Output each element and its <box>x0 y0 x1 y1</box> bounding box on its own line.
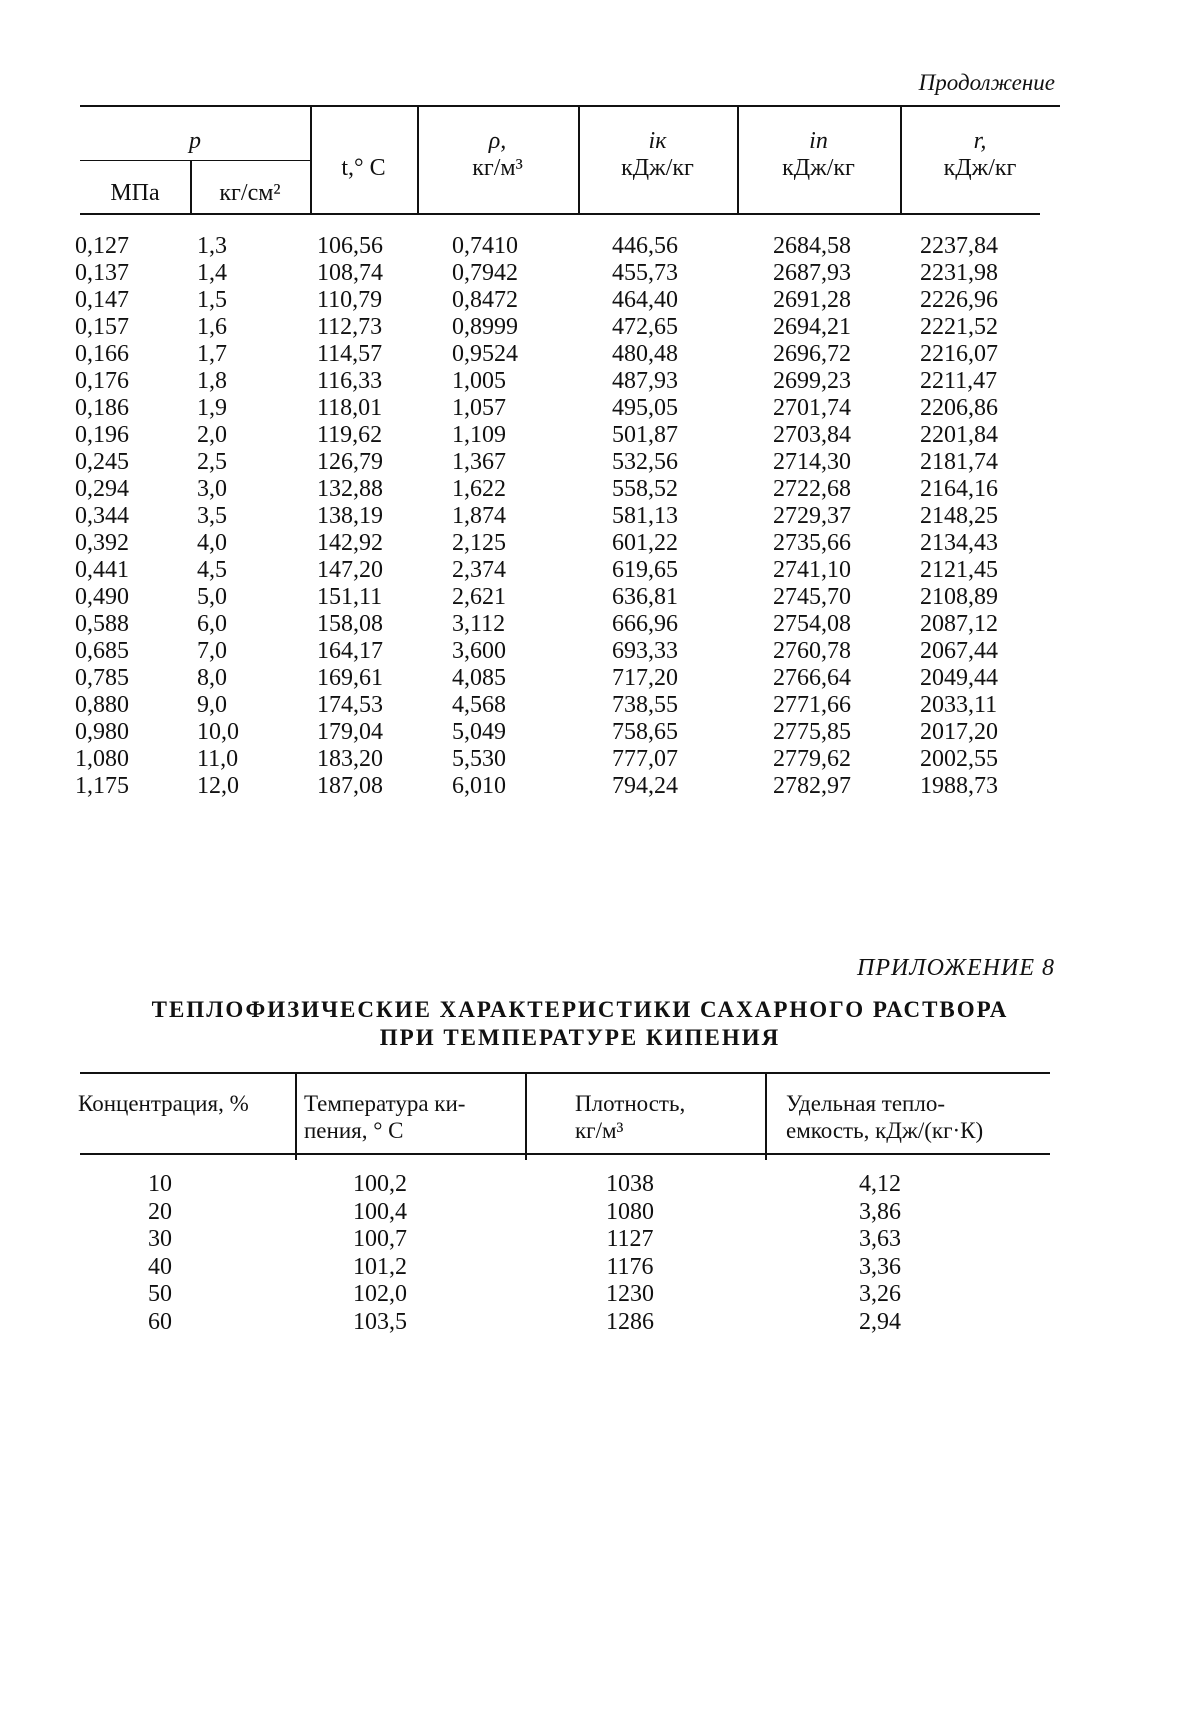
table-cell: 0,8472 <box>452 287 518 314</box>
table-cell: 1,109 <box>452 422 518 449</box>
table-cell: 2701,74 <box>773 395 851 422</box>
table-cell: 116,33 <box>317 368 383 395</box>
table-cell: 455,73 <box>612 260 678 287</box>
table-cell: 138,19 <box>317 503 383 530</box>
table-cell: 4,12 <box>830 1171 930 1199</box>
table-cell: 777,07 <box>612 746 678 773</box>
table-cell: 112,73 <box>317 314 383 341</box>
table-cell: 8,0 <box>197 665 239 692</box>
table-cell: 187,08 <box>317 773 383 800</box>
table-cell: 2049,44 <box>920 665 998 692</box>
table-cell: 2,374 <box>452 557 518 584</box>
table-cell: 5,049 <box>452 719 518 746</box>
table-cell: 3,36 <box>830 1254 930 1282</box>
table-cell: 2,5 <box>197 449 239 476</box>
table-cell: 0,147 <box>75 287 129 314</box>
table-cell: 2211,47 <box>920 368 998 395</box>
table-cell: 2134,43 <box>920 530 998 557</box>
table-cell: 2782,97 <box>773 773 851 800</box>
table-cell: 12,0 <box>197 773 239 800</box>
table-cell: 2696,72 <box>773 341 851 368</box>
table-cell: 0,176 <box>75 368 129 395</box>
header-r-unit: кДж/кг <box>900 155 1060 181</box>
table-cell: 532,56 <box>612 449 678 476</box>
table-cell: 446,56 <box>612 233 678 260</box>
column-concentration <box>120 1171 200 1336</box>
column-temperature <box>330 1171 430 1336</box>
table-cell: 1988,73 <box>920 773 998 800</box>
table-cell: 1,622 <box>452 476 518 503</box>
table-cell: 0,490 <box>75 584 129 611</box>
table-cell: 2722,68 <box>773 476 851 503</box>
table-cell: 6,0 <box>197 611 239 638</box>
column-ik <box>612 233 678 800</box>
table-cell: 666,96 <box>612 611 678 638</box>
table-cell: 101,2 <box>330 1254 430 1282</box>
table-cell: 2760,78 <box>773 638 851 665</box>
table1-top-rule <box>80 105 1060 107</box>
table-cell: 2148,25 <box>920 503 998 530</box>
table-cell: 5,530 <box>452 746 518 773</box>
table-cell: 472,65 <box>612 314 678 341</box>
table-cell: 103,5 <box>330 1309 430 1337</box>
table-cell: 2002,55 <box>920 746 998 773</box>
header-ip-symbol: iп <box>737 128 900 154</box>
header-density-line2: кг/м³ <box>575 1117 623 1144</box>
table-cell: 11,0 <box>197 746 239 773</box>
table-cell: 0,157 <box>75 314 129 341</box>
table-cell: 2181,74 <box>920 449 998 476</box>
table-cell: 114,57 <box>317 341 383 368</box>
table-cell: 0,186 <box>75 395 129 422</box>
table-cell: 179,04 <box>317 719 383 746</box>
table-cell: 2,94 <box>830 1309 930 1337</box>
column-heat-capacity <box>830 1171 930 1336</box>
column-t <box>317 233 383 800</box>
table-cell: 164,17 <box>317 638 383 665</box>
table-cell: 1,175 <box>75 773 129 800</box>
col-divider <box>295 1072 297 1160</box>
table-cell: 2684,58 <box>773 233 851 260</box>
table-cell: 487,93 <box>612 368 678 395</box>
table-cell: 758,65 <box>612 719 678 746</box>
table-cell: 1,367 <box>452 449 518 476</box>
table-cell: 2699,23 <box>773 368 851 395</box>
header-temperature-line1: Температура ки- <box>304 1090 465 1117</box>
table-cell: 2714,30 <box>773 449 851 476</box>
table-cell: 100,7 <box>330 1226 430 1254</box>
table-cell: 0,344 <box>75 503 129 530</box>
table-cell: 2087,12 <box>920 611 998 638</box>
header-ik-symbol: iк <box>578 128 737 154</box>
table-cell: 3,86 <box>830 1199 930 1227</box>
table-cell: 1,080 <box>75 746 129 773</box>
table-cell: 1038 <box>580 1171 680 1199</box>
table-cell: 2206,86 <box>920 395 998 422</box>
table-cell: 2164,16 <box>920 476 998 503</box>
table-cell: 2121,45 <box>920 557 998 584</box>
table-cell: 4,085 <box>452 665 518 692</box>
table-cell: 558,52 <box>612 476 678 503</box>
table-cell: 1,9 <box>197 395 239 422</box>
header-heat-capacity-line1: Удельная тепло- <box>786 1090 945 1117</box>
table-cell: 30 <box>120 1226 200 1254</box>
table2-header-bottom-rule <box>80 1153 1050 1155</box>
table-cell: 1,874 <box>452 503 518 530</box>
table-cell: 1,3 <box>197 233 239 260</box>
table-cell: 2,621 <box>452 584 518 611</box>
table-cell: 7,0 <box>197 638 239 665</box>
table-cell: 3,112 <box>452 611 518 638</box>
table-cell: 2,125 <box>452 530 518 557</box>
table-cell: 0,294 <box>75 476 129 503</box>
table-cell: 108,74 <box>317 260 383 287</box>
header-p-mpa: МПа <box>80 180 190 206</box>
table-cell: 2,0 <box>197 422 239 449</box>
table-cell: 464,40 <box>612 287 678 314</box>
table-cell: 794,24 <box>612 773 678 800</box>
table-cell: 693,33 <box>612 638 678 665</box>
table-cell: 1,7 <box>197 341 239 368</box>
table-cell: 0,685 <box>75 638 129 665</box>
table-cell: 3,600 <box>452 638 518 665</box>
table-cell: 119,62 <box>317 422 383 449</box>
table-cell: 9,0 <box>197 692 239 719</box>
header-ik-unit: кДж/кг <box>578 155 737 181</box>
table-cell: 2033,11 <box>920 692 998 719</box>
table-cell: 2231,98 <box>920 260 998 287</box>
table-cell: 501,87 <box>612 422 678 449</box>
header-t: t,° C <box>310 155 417 181</box>
table-cell: 4,568 <box>452 692 518 719</box>
table-cell: 1176 <box>580 1254 680 1282</box>
column-ip <box>773 233 851 800</box>
table-cell: 3,5 <box>197 503 239 530</box>
table-cell: 102,0 <box>330 1281 430 1309</box>
appendix-title-line1: ТЕПЛОФИЗИЧЕСКИЕ ХАРАКТЕРИСТИКИ САХАРНОГО РАСТВОРА <box>80 997 1080 1023</box>
table-cell: 3,0 <box>197 476 239 503</box>
appendix-label: ПРИЛОЖЕНИЕ 8 <box>700 955 1055 982</box>
table-cell: 619,65 <box>612 557 678 584</box>
table-cell: 2745,70 <box>773 584 851 611</box>
table-cell: 0,137 <box>75 260 129 287</box>
table-cell: 2216,07 <box>920 341 998 368</box>
table-cell: 132,88 <box>317 476 383 503</box>
table-cell: 20 <box>120 1199 200 1227</box>
table-cell: 2108,89 <box>920 584 998 611</box>
table-cell: 174,53 <box>317 692 383 719</box>
table-cell: 2694,21 <box>773 314 851 341</box>
table-cell: 1,6 <box>197 314 239 341</box>
table-cell: 2067,44 <box>920 638 998 665</box>
table-cell: 2771,66 <box>773 692 851 719</box>
table-cell: 1286 <box>580 1309 680 1337</box>
table-cell: 2017,20 <box>920 719 998 746</box>
table-cell: 3,26 <box>830 1281 930 1309</box>
table-cell: 3,63 <box>830 1226 930 1254</box>
table-cell: 1080 <box>580 1199 680 1227</box>
table-cell: 1127 <box>580 1226 680 1254</box>
table-cell: 2226,96 <box>920 287 998 314</box>
table-cell: 142,92 <box>317 530 383 557</box>
header-rho-unit: кг/м³ <box>417 155 578 181</box>
table-cell: 2729,37 <box>773 503 851 530</box>
table-cell: 60 <box>120 1309 200 1337</box>
table-cell: 40 <box>120 1254 200 1282</box>
table-cell: 1,005 <box>452 368 518 395</box>
table-cell: 581,13 <box>612 503 678 530</box>
table-cell: 0,196 <box>75 422 129 449</box>
table-cell: 0,392 <box>75 530 129 557</box>
column-density <box>580 1171 680 1336</box>
header-r-symbol: r, <box>900 128 1060 154</box>
table-cell: 106,56 <box>317 233 383 260</box>
table-cell: 0,441 <box>75 557 129 584</box>
table-cell: 0,785 <box>75 665 129 692</box>
column-r <box>920 233 998 800</box>
table-cell: 50 <box>120 1281 200 1309</box>
table-cell: 2775,85 <box>773 719 851 746</box>
column-p-mpa <box>75 233 129 800</box>
table-cell: 738,55 <box>612 692 678 719</box>
header-concentration: Концентрация, % <box>78 1090 249 1117</box>
table-cell: 2201,84 <box>920 422 998 449</box>
table-cell: 601,22 <box>612 530 678 557</box>
table-cell: 0,8999 <box>452 314 518 341</box>
table-cell: 2779,62 <box>773 746 851 773</box>
header-ip-unit: кДж/кг <box>737 155 900 181</box>
table-cell: 2691,28 <box>773 287 851 314</box>
p-subheader-rule <box>80 160 310 161</box>
header-heat-capacity-line2: емкость, кДж/(кг·К) <box>786 1117 983 1144</box>
header-temperature-line2: пения, ° C <box>304 1117 404 1144</box>
column-rho <box>452 233 518 800</box>
table-cell: 126,79 <box>317 449 383 476</box>
table-cell: 10,0 <box>197 719 239 746</box>
continuation-label: Продолжение <box>880 70 1055 96</box>
col-divider <box>765 1072 767 1160</box>
table-cell: 0,7410 <box>452 233 518 260</box>
table-cell: 480,48 <box>612 341 678 368</box>
table-cell: 2735,66 <box>773 530 851 557</box>
table-cell: 6,010 <box>452 773 518 800</box>
table-cell: 2237,84 <box>920 233 998 260</box>
table-cell: 10 <box>120 1171 200 1199</box>
table-cell: 4,0 <box>197 530 239 557</box>
table-cell: 717,20 <box>612 665 678 692</box>
table-cell: 636,81 <box>612 584 678 611</box>
table-cell: 4,5 <box>197 557 239 584</box>
table-cell: 1,5 <box>197 287 239 314</box>
table-cell: 2754,08 <box>773 611 851 638</box>
header-p: p <box>80 128 310 154</box>
table-cell: 5,0 <box>197 584 239 611</box>
table-cell: 110,79 <box>317 287 383 314</box>
table-cell: 1,4 <box>197 260 239 287</box>
table2-top-rule <box>80 1072 1050 1074</box>
table-cell: 183,20 <box>317 746 383 773</box>
header-density-line1: Плотность, <box>575 1090 685 1117</box>
header-rho-symbol: ρ, <box>417 128 578 154</box>
column-p-kgcm2 <box>197 233 239 800</box>
table-cell: 0,588 <box>75 611 129 638</box>
table-cell: 1230 <box>580 1281 680 1309</box>
table1-header-bottom-rule <box>80 213 1040 215</box>
table-cell: 1,057 <box>452 395 518 422</box>
table-cell: 118,01 <box>317 395 383 422</box>
appendix-title-line2: ПРИ ТЕМПЕРАТУРЕ КИПЕНИЯ <box>80 1025 1080 1051</box>
table-cell: 2703,84 <box>773 422 851 449</box>
table-cell: 147,20 <box>317 557 383 584</box>
table-cell: 0,166 <box>75 341 129 368</box>
table-cell: 0,7942 <box>452 260 518 287</box>
col-divider <box>525 1072 527 1160</box>
table-cell: 169,61 <box>317 665 383 692</box>
table-cell: 2221,52 <box>920 314 998 341</box>
table-cell: 1,8 <box>197 368 239 395</box>
table-cell: 0,245 <box>75 449 129 476</box>
table-cell: 2766,64 <box>773 665 851 692</box>
table-cell: 158,08 <box>317 611 383 638</box>
table-cell: 0,127 <box>75 233 129 260</box>
table-cell: 2741,10 <box>773 557 851 584</box>
table-cell: 151,11 <box>317 584 383 611</box>
table-cell: 2687,93 <box>773 260 851 287</box>
table-cell: 0,9524 <box>452 341 518 368</box>
header-p-kgcm2: кг/см² <box>190 180 310 206</box>
table-cell: 100,2 <box>330 1171 430 1199</box>
table-cell: 495,05 <box>612 395 678 422</box>
table-cell: 100,4 <box>330 1199 430 1227</box>
table-cell: 0,880 <box>75 692 129 719</box>
table-cell: 0,980 <box>75 719 129 746</box>
